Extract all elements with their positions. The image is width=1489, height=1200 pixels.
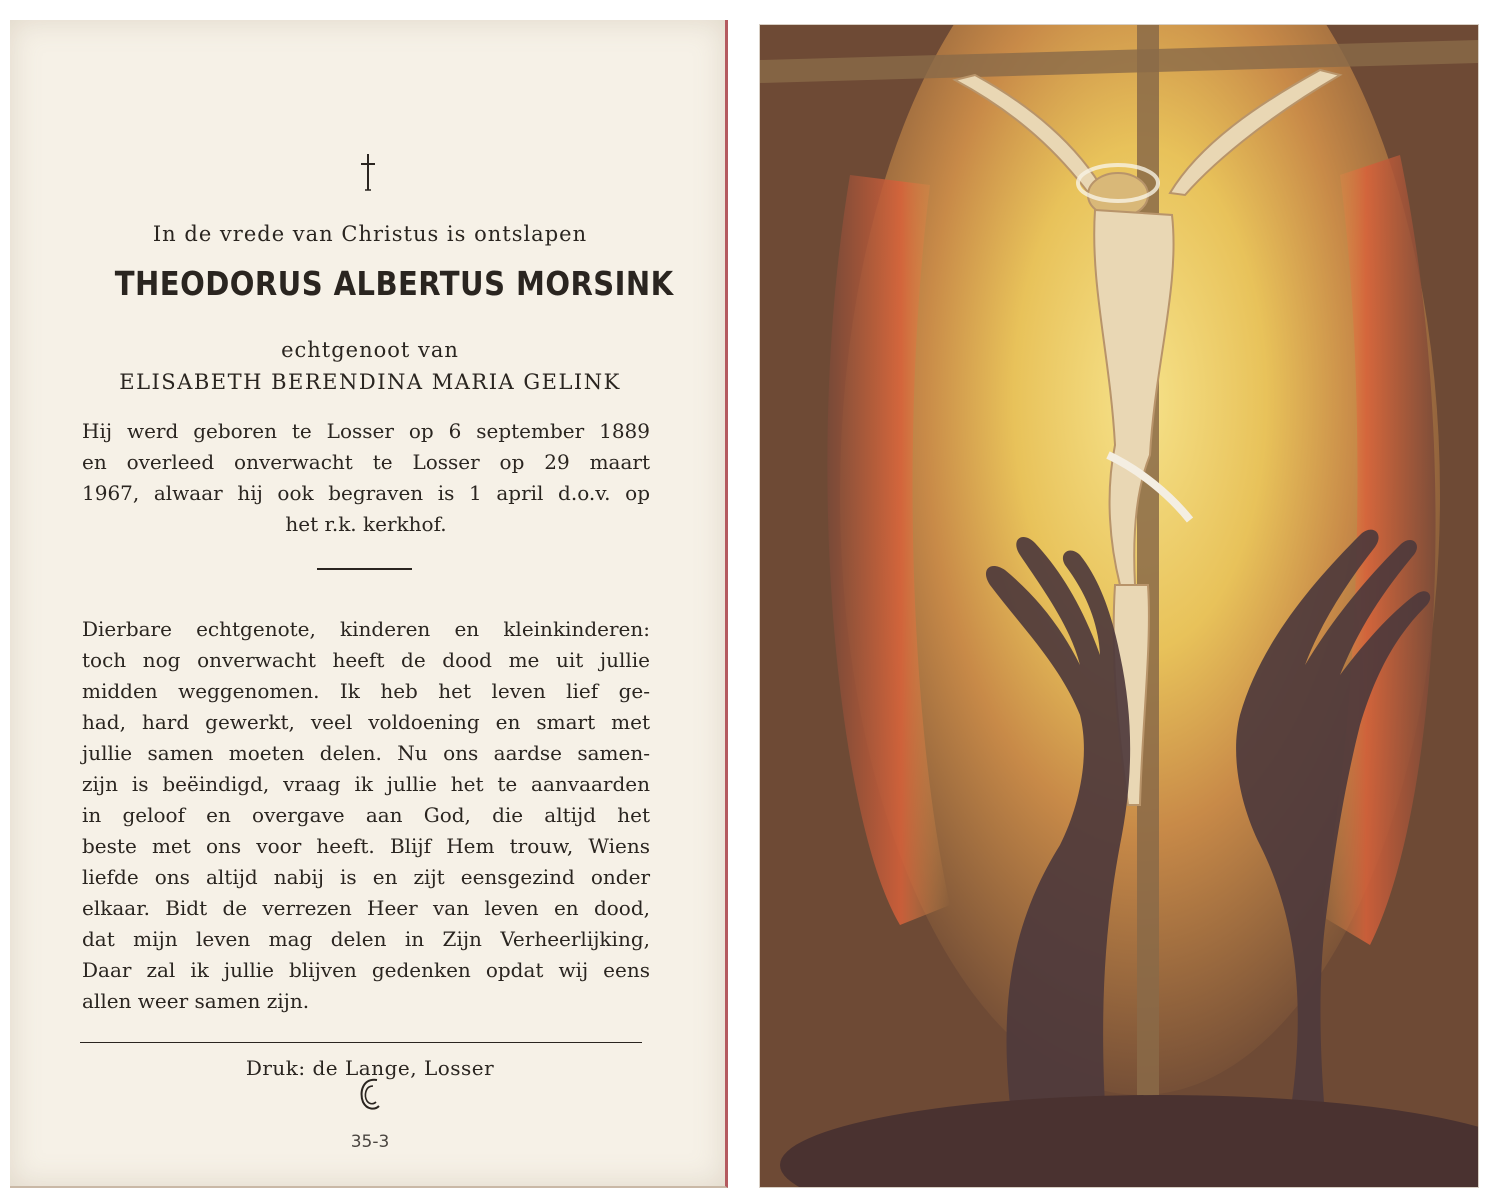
spouse-name: ELISABETH BERENDINA MARIA GELINK <box>119 370 621 394</box>
bio-line: het r.k. kerkhof. <box>285 512 447 536</box>
farewell-letter <box>82 614 650 1017</box>
cross-icon <box>358 152 378 192</box>
letter-line: midden weggenomen. Ik heb het leven lief ge- <box>82 679 650 703</box>
printer-logo-icon <box>353 1072 383 1114</box>
letter-line: toch nog onverwacht heeft de dood me uit jullie <box>82 648 650 672</box>
letter-line: had, hard gewerkt, veel voldoening en smart met <box>82 710 650 734</box>
bio-line: 1967, alwaar hij ook begraven is 1 april d.o.v. op <box>82 481 650 505</box>
card-code: 35-3 <box>350 1132 390 1152</box>
letter-line: beste met ons voor heeft. Blijf Hem trouw, Wiens <box>82 834 650 858</box>
letter-line: in geloof en overgave aan God, die altijd het <box>82 803 650 827</box>
letter-line: allen weer samen zijn. <box>82 989 310 1013</box>
printer-credit: Druk: de Lange, Losser <box>245 1056 495 1080</box>
footer-divider <box>80 1042 642 1043</box>
memorial-card-text-side <box>10 20 728 1188</box>
biography-paragraph <box>82 416 650 540</box>
letter-line: zijn is beëindigd, vraag ik jullie het te aanvaarden <box>82 772 650 796</box>
bio-line: Hij werd geboren te Losser op 6 september 1889 <box>82 419 650 443</box>
crucifix-with-hands-painting <box>760 25 1478 1187</box>
letter-line: jullie samen moeten delen. Nu ons aardse samen- <box>82 741 650 765</box>
memorial-card-picture-side <box>760 25 1478 1187</box>
letter-line: Daar zal ik jullie blijven gedenken opdat wij eens <box>82 958 650 982</box>
deceased-name: THEODORUS ALBERTUS MORSINK <box>114 264 674 303</box>
letter-line: liefde ons altijd nabij is en zijt eensgezind onder <box>82 865 650 889</box>
bio-line: en overleed onverwacht te Losser op 29 maart <box>82 450 650 474</box>
spouse-label: echtgenoot van <box>281 338 459 362</box>
letter-line: Dierbare echtgenote, kinderen en kleinkinderen: <box>82 617 650 641</box>
intro-text: In de vrede van Christus is ontslapen <box>152 222 588 246</box>
letter-line: elkaar. Bidt de verrezen Heer van leven en dood, <box>82 896 650 920</box>
letter-line: dat mijn leven mag delen in Zijn Verheerlijking, <box>82 927 650 951</box>
short-divider <box>317 568 412 570</box>
